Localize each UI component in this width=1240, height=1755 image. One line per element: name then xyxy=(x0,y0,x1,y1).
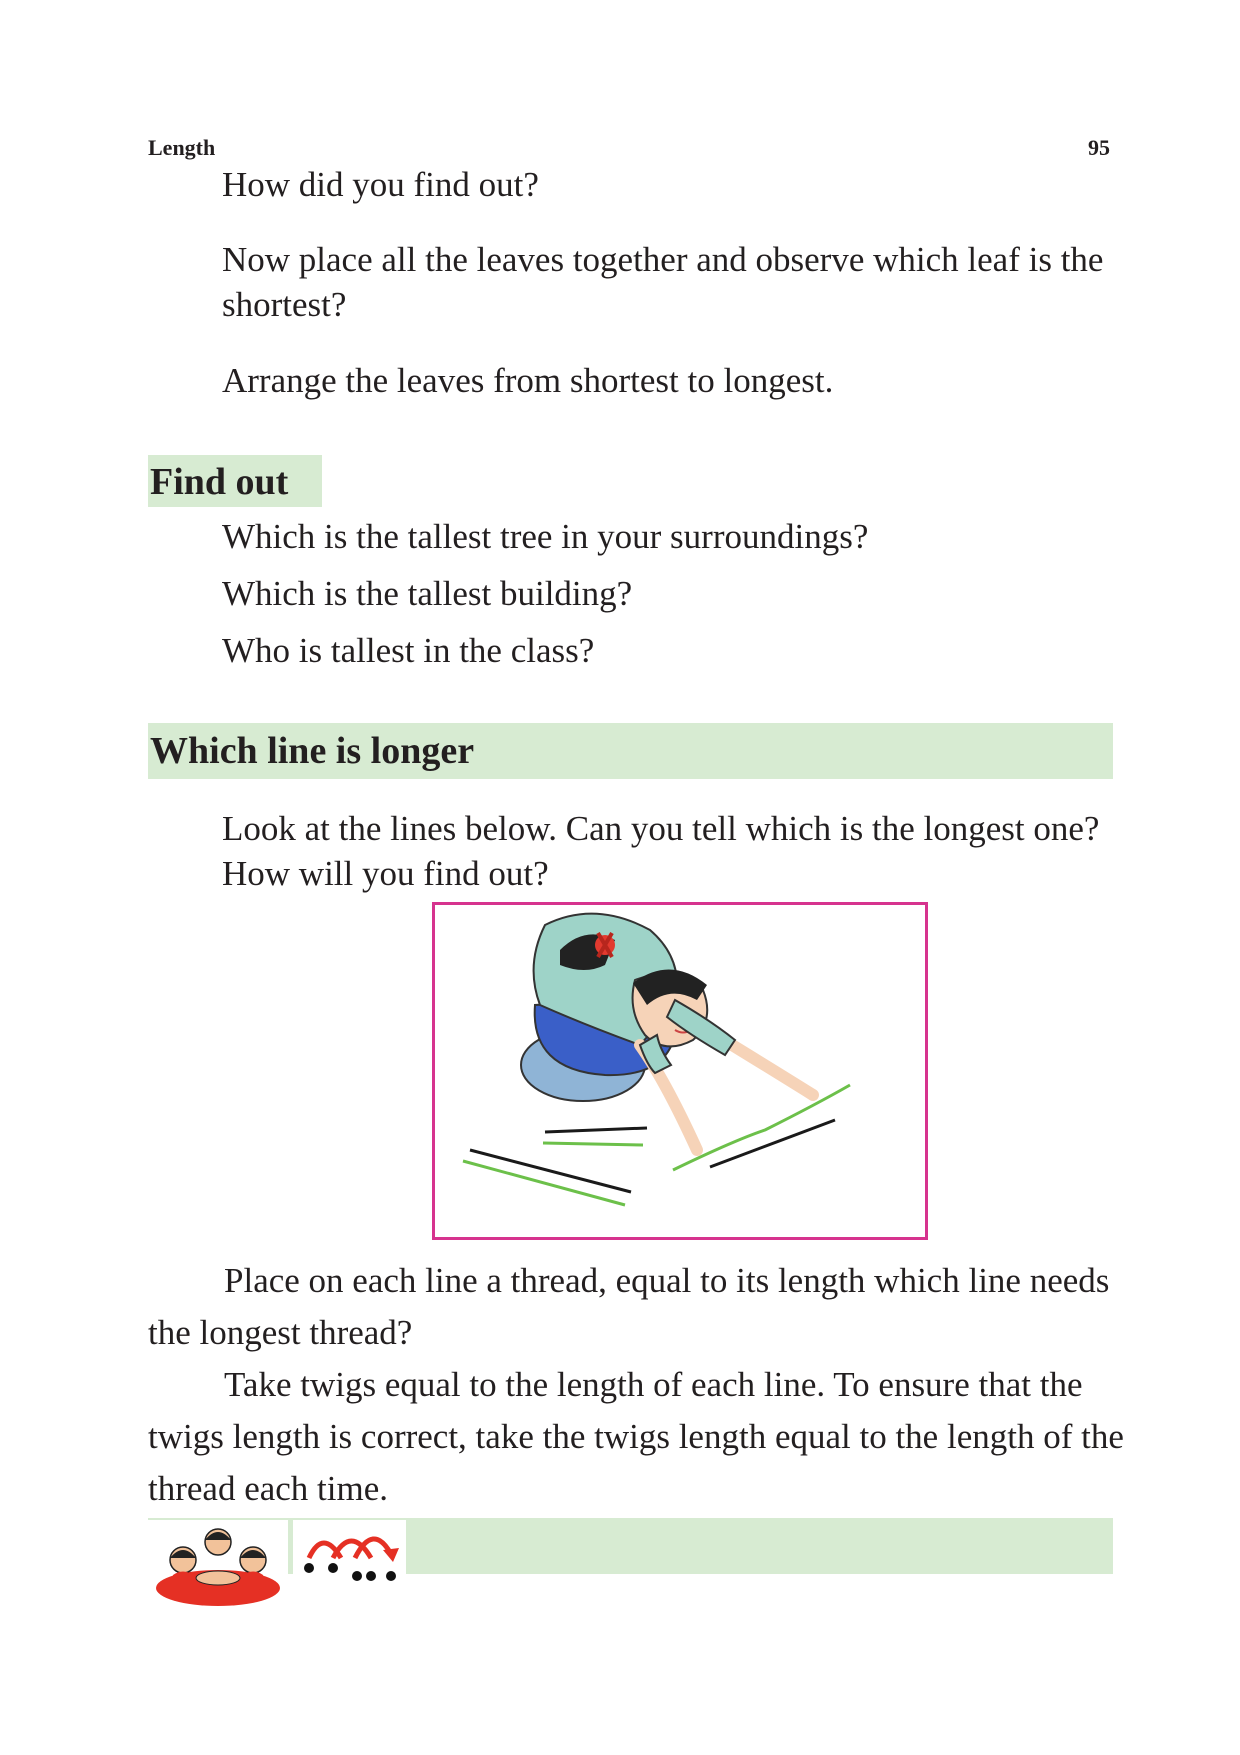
page-number: 95 xyxy=(1088,135,1110,160)
paragraph-twigs xyxy=(148,1359,1128,1515)
sequence-arcs-icon xyxy=(293,1520,406,1592)
find-out-heading: Find out xyxy=(150,461,289,503)
line-short-black xyxy=(545,1128,647,1132)
intro-question: How did you find out? xyxy=(222,165,539,204)
find-out-question-1: Which is the tallest tree in your surroundings? xyxy=(222,517,869,556)
find-out-question-3: Who is tallest in the class? xyxy=(222,631,595,670)
thread-right-green xyxy=(673,1085,850,1170)
girl-measuring-lines-illustration xyxy=(435,905,925,1237)
intro-arrange: Arrange the leaves from shortest to longest. xyxy=(222,361,834,400)
which-line-heading: Which line is longer xyxy=(150,730,475,772)
chapter-title: Length xyxy=(148,135,216,160)
find-out-heading-band xyxy=(148,455,322,507)
paragraph-thread xyxy=(148,1255,1128,1359)
thread-short-green xyxy=(543,1143,643,1145)
find-out-question-2: Which is the tallest building? xyxy=(222,574,633,613)
paragraph-thread-text: Place on each line a thread, equal to its length which line needs the longest thread? xyxy=(148,1261,1110,1352)
paragraph-twigs-text: Take twigs equal to the length of each line. To ensure that the twigs length is correct, take the twigs length equal to the length of the thread each time. xyxy=(148,1365,1124,1508)
which-line-heading-band xyxy=(148,723,1113,779)
which-line-prompt-1: Look at the lines below. Can you tell which is the longest one? xyxy=(222,809,1100,848)
intro-instruction: Now place all the leaves together and observe which leaf is the shortest? xyxy=(222,240,1104,324)
which-line-prompt-2: How will you find out? xyxy=(222,854,549,893)
group-activity-icon xyxy=(148,1520,288,1610)
illustration-frame xyxy=(432,902,928,1240)
